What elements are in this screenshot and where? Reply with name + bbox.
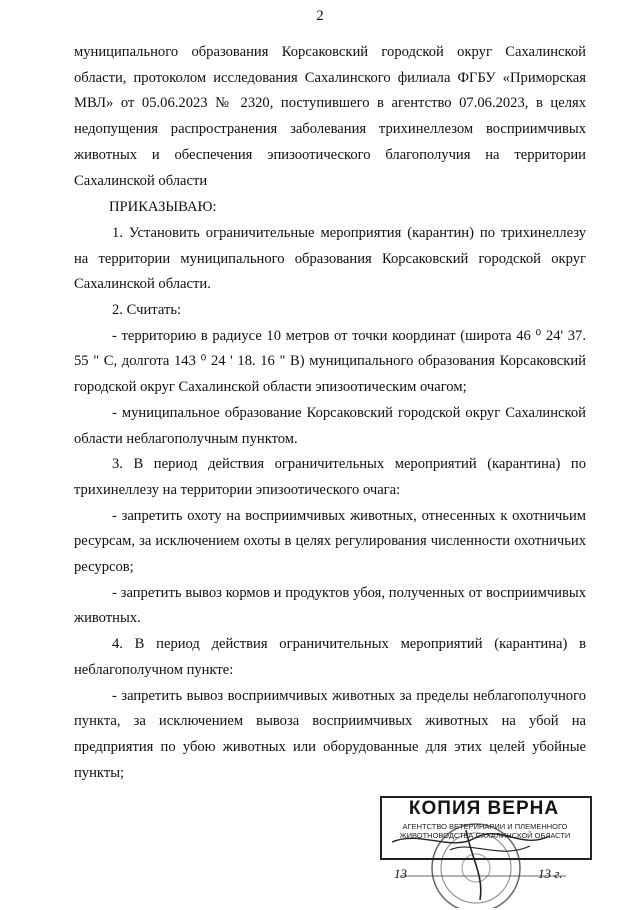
page-number: 2 xyxy=(316,8,324,24)
paragraph-item-4-animals: - запретить вывоз восприимчивых животных за пределы неблагополучного пункта, за исключением вывоза восприимчивых животных на убой на предприятия по убою животных или оборудованные для этих целей убойные пункты; xyxy=(74,687,586,781)
stamp-date-day: 13 xyxy=(394,866,407,881)
document-body xyxy=(74,40,586,786)
order-heading: ПРИКАЗЫВАЮ: xyxy=(109,199,217,216)
paragraph-item-3-export: - запретить вывоз кормов и продуктов убоя, полученных от восприимчивых животных. xyxy=(74,584,586,627)
stamp-date-year: 13 г. xyxy=(538,866,563,881)
paragraph-item-2: 2. Считать: xyxy=(112,302,182,319)
stamp-agency-line-1: АГЕНТСТВО ВЕТЕРИНАРИИ И ПЛЕМЕННОГО xyxy=(402,822,568,831)
paragraph-item-1: 1. Установить ограничительные мероприятия (карантин) по трихинеллезу на территории муниципального образования Корсаковский городской округ Сахалинской области. xyxy=(74,224,586,293)
certified-copy-stamp xyxy=(380,790,590,908)
paragraph-preamble: муниципального образования Корсаковский городской округ Сахалинской области, протоколом исследования Сахалинского филиала ФГБУ «Приморская МВЛ» от 05.06.2023 № 2320, поступившего в агентство 07.06.2023, в целях недопущения распространения заболевания трихинеллезом восприимчивых животных и обеспечения эпизоотического благополучия на территории Сахалинской области xyxy=(74,44,586,189)
paragraph-item-4: 4. В период действия ограничительных мероприятий (карантина) в неблагополучном пункте: xyxy=(74,636,586,678)
stamp-title: КОПИЯ ВЕРНА xyxy=(408,798,560,819)
stamp-agency xyxy=(384,822,586,840)
paragraph-item-2-focus: - территорию в радиусе 10 метров от точки координат (широта 46 ⁰ 24' 37. 55 " С, долгота 143 ⁰ 24 ' 18. 16 " В) муниципального образования Корсаковский городской округ Сахалинской области эпизоотическим очагом; xyxy=(74,327,586,396)
paragraph-item-3: 3. В период действия ограничительных мероприятий (карантина) по трихинеллезу на территории эпизоотического очага: xyxy=(74,456,586,498)
paragraph-item-2-unsafe-point: - муниципальное образование Корсаковский городской округ Сахалинской области неблагополучным пунктом. xyxy=(74,404,586,447)
paragraph-item-3-hunting: - запретить охоту на восприимчивых животных, отнесенных к охотничьим ресурсам, за исключением охоты в целях регулирования численности охотничьих ресурсов; xyxy=(74,507,586,576)
stamp-agency-line-2: ЖИВОТНОВОДСТВА САХАЛИНСКОЙ ОБЛАСТИ xyxy=(399,831,571,840)
